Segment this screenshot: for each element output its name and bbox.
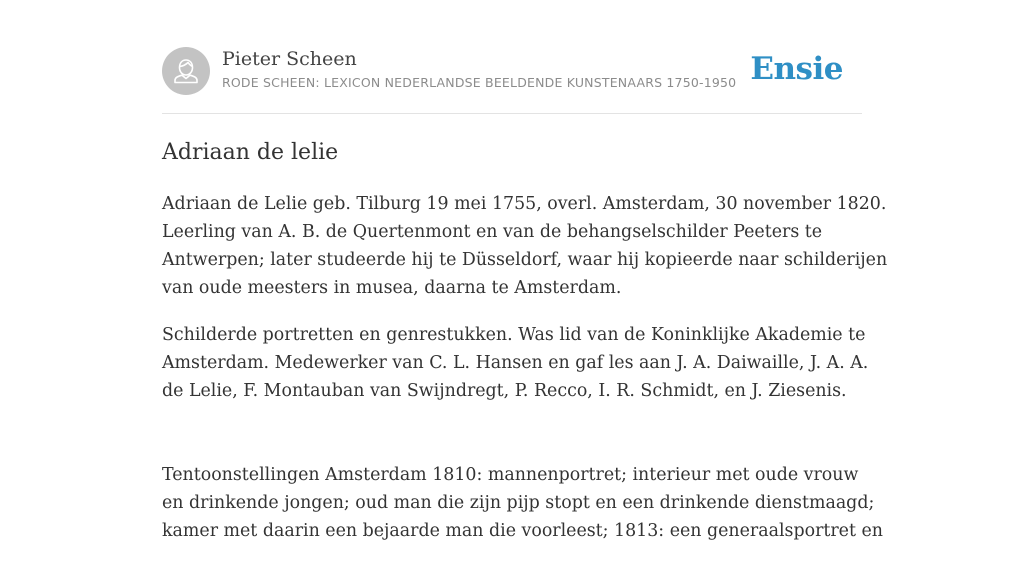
text-line: Leerling van A. B. de Quertenmont en van de behangselschilder Peeters te [162,222,823,242]
paragraph-spacer [162,424,862,461]
text-line: van oude meesters in musea, daarna te Amsterdam. [162,278,622,298]
text-line: Tentoonstellingen Amsterdam 1810: mannenportret; interieur met oude vrouw [162,465,859,485]
text-line: Antwerpen; later studeerde hij te Düsseldorf, waar hij kopieerde naar schilderijen [162,250,888,270]
article-header [162,47,862,95]
text-line: kamer met daarin een bejaarde man die voorleest; 1813: een generaalsportret en [162,521,883,541]
paragraph-biography [162,190,888,302]
text-line: de Lelie, F. Montauban van Swijndregt, P. Recco, I. R. Schmidt, en J. Ziesenis. [162,381,847,401]
header-divider [162,113,862,114]
text-line: Adriaan de Lelie geb. Tilburg 19 mei 1755, overl. Amsterdam, 30 november 1820. [162,194,887,214]
article-title: Adriaan de lelie [162,140,339,165]
source-title[interactable]: RODE SCHEEN: LEXICON NEDERLANDSE BEELDENDE KUNSTENAARS 1750-1950 [222,75,737,90]
text-line: Amsterdam. Medewerker van C. L. Hansen en gaf les aan J. A. Daiwaille, J. A. A. [162,353,869,373]
paragraph-work [162,321,869,405]
text-line: en drinkende jongen; oud man die zijn pijp stopt en een drinkende dienstmaagd; [162,493,875,513]
paragraph-exhibitions [162,461,883,545]
user-silhouette-icon [162,47,210,95]
ensie-logo[interactable]: Ensie [750,51,843,87]
article-body [162,190,888,564]
avatar[interactable] [162,47,210,95]
text-line: Schilderde portretten en genrestukken. Was lid van de Koninklijke Akademie te [162,325,866,345]
author-name[interactable]: Pieter Scheen [222,48,357,70]
